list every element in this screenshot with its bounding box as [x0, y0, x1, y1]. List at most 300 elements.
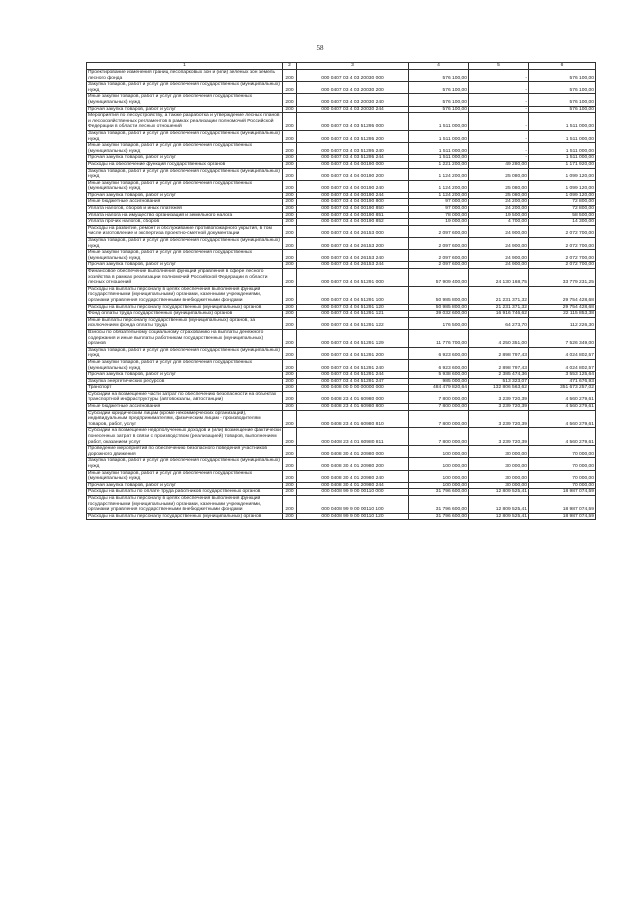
row-classification-code: 000 0407 03 4 04 26153 000: [297, 225, 409, 237]
row-approved-amount: 39 032 600,00: [409, 311, 469, 318]
table-row: [87, 329, 596, 347]
row-approved-amount: 484 479 820,64: [409, 385, 469, 392]
row-code: 200: [283, 470, 297, 482]
row-approved-amount: 7 800 000,00: [409, 428, 469, 446]
row-executed-amount: 49 280,00: [469, 161, 529, 168]
column-header: 2: [283, 63, 297, 70]
row-classification-code: 000 0408 30 4 01 20980 200: [297, 458, 409, 470]
row-unexecuted-amount: 576 100,00: [529, 94, 596, 106]
row-classification-code: 000 0408 00 0 00 00000 000: [297, 385, 409, 392]
row-unexecuted-amount: 351 673 257,02: [529, 385, 596, 392]
row-classification-code: 000 0407 03 4 04 51291 000: [297, 269, 409, 287]
table-row: [87, 446, 596, 458]
row-code: 200: [283, 180, 297, 192]
row-approved-amount: 985 000,00: [409, 378, 469, 385]
row-unexecuted-amount: 112 226,30: [529, 317, 596, 329]
row-approved-amount: 1 511 000,00: [409, 113, 469, 131]
row-unexecuted-amount: 2 072 700,00: [529, 250, 596, 262]
row-executed-amount: 24 900,00: [469, 250, 529, 262]
row-classification-code: 000 0408 23 4 01 60980 811: [297, 428, 409, 446]
row-classification-code: 000 0408 30 4 01 20980 000: [297, 446, 409, 458]
row-description: Проектирование изменения границ лесопарковых зон и (или) зеленых зон земель лесного фонда: [87, 70, 283, 82]
row-code: 200: [283, 225, 297, 237]
row-code: 200: [283, 161, 297, 168]
table-row: [87, 192, 596, 199]
row-executed-amount: 19 500,00: [469, 212, 529, 219]
row-executed-amount: 21 231 371,32: [469, 304, 529, 311]
row-classification-code: 000 0407 03 4 04 00190 200: [297, 168, 409, 180]
row-code: 200: [283, 385, 297, 392]
row-code: 200: [283, 262, 297, 269]
row-classification-code: 000 0407 03 4 04 51291 247: [297, 378, 409, 385]
row-executed-amount: 24 900,00: [469, 225, 529, 237]
row-unexecuted-amount: 2 072 700,00: [529, 225, 596, 237]
table-row: [87, 262, 596, 269]
row-unexecuted-amount: 1 099 120,00: [529, 192, 596, 199]
row-description: Расходы на выплаты персоналу в целях обеспечения выполнения функций государственными (муниципальными) органами, казенными учреждениями, органами управления государственными внебюджетными фондами: [87, 286, 283, 304]
row-executed-amount: 3 239 720,39: [469, 404, 529, 411]
row-description: Иные закупки товаров, работ и услуг для обеспечения государственных (муниципальных) нужд: [87, 359, 283, 371]
row-unexecuted-amount: 18 987 074,59: [529, 495, 596, 513]
row-description: Фонд оплаты труда государственных (муниципальных) органов: [87, 311, 283, 318]
column-header: 3: [297, 63, 409, 70]
row-code: 200: [283, 372, 297, 379]
row-executed-amount: 25 080,00: [469, 180, 529, 192]
row-classification-code: 000 0408 99 9 00 00110 000: [297, 489, 409, 496]
row-description: Субсидии на возмещение недополученных доходов и (или) возмещение фактически понесенных затрат в связи с производством (реализацией) товаров, выполнением работ, оказанием услуг: [88, 428, 281, 445]
table-row: [87, 359, 596, 371]
row-description: Иные выплаты персоналу государственных (муниципальных) органов, за исключением фонда оплаты труда: [87, 317, 283, 329]
row-description: Уплата прочих налогов, сборов: [87, 219, 283, 226]
row-executed-amount: 21 231 371,32: [469, 286, 529, 304]
table-row: [87, 82, 596, 94]
row-classification-code: 000 0407 03 4 04 00190 000: [297, 161, 409, 168]
row-code: 200: [283, 212, 297, 219]
row-code: 200: [283, 446, 297, 458]
table-row: [87, 304, 596, 311]
row-classification-code: 000 0407 03 4 03 51295 200: [297, 130, 409, 142]
row-executed-amount: -: [469, 113, 529, 131]
table-row: [87, 489, 596, 496]
row-description: Прочая закупка товаров, работ и услуг: [87, 372, 283, 379]
row-description: Закупка товаров, работ и услуг для обеспечения государственных (муниципальных) нужд: [87, 168, 283, 180]
row-approved-amount: 1 511 000,00: [409, 130, 469, 142]
row-approved-amount: 576 100,00: [409, 94, 469, 106]
row-code: 200: [283, 347, 297, 359]
row-executed-amount: 2 898 797,43: [469, 347, 529, 359]
column-header: 1: [87, 63, 283, 70]
row-approved-amount: 31 796 600,00: [409, 495, 469, 513]
row-unexecuted-amount: 18 987 074,59: [529, 513, 596, 520]
row-classification-code: 000 0408 23 4 01 60980 800: [297, 404, 409, 411]
row-code: 200: [283, 192, 297, 199]
table-row: [87, 513, 596, 520]
row-description: Иные закупки товаров, работ и услуг для обеспечения государственных (муниципальных) нужд: [87, 180, 283, 192]
row-approved-amount: 100 000,00: [409, 470, 469, 482]
row-classification-code: 000 0408 30 4 01 20980 240: [297, 470, 409, 482]
column-header: 4: [409, 63, 469, 70]
row-description: Прочая закупка товаров, работ и услуг: [87, 262, 283, 269]
row-description: Закупка товаров, работ и услуг для обеспечения государственных (муниципальных) нужд: [87, 347, 283, 359]
row-approved-amount: 7 800 000,00: [409, 391, 469, 403]
row-approved-amount: 2 097 600,00: [409, 250, 469, 262]
row-approved-amount: 97 000,00: [409, 199, 469, 206]
table-row: [87, 113, 596, 131]
row-description: Закупка товаров, работ и услуг для обеспечения государственных (муниципальных) нужд: [87, 82, 283, 94]
row-description: Расходы на выплаты персоналу государственных (муниципальных) органов: [87, 304, 283, 311]
row-code: 200: [283, 378, 297, 385]
row-description: Иные закупки товаров, работ и услуг для обеспечения государственных (муниципальных) нужд: [87, 94, 283, 106]
row-executed-amount: -: [469, 106, 529, 113]
row-classification-code: 000 0407 03 4 04 51291 120: [297, 304, 409, 311]
row-unexecuted-amount: 1 099 120,00: [529, 168, 596, 180]
row-executed-amount: 12 809 525,41: [469, 513, 529, 520]
row-description: Иные закупки товаров, работ и услуг для обеспечения государственных (муниципальных) нужд: [87, 250, 283, 262]
row-executed-amount: -: [469, 143, 529, 155]
column-header: 6: [529, 63, 596, 70]
table-row: [87, 180, 596, 192]
row-classification-code: 000 0407 03 4 04 51291 129: [297, 329, 409, 347]
row-executed-amount: 3 239 720,39: [469, 391, 529, 403]
table-row: [87, 225, 596, 237]
table-body: [87, 70, 596, 520]
row-executed-amount: -: [469, 130, 529, 142]
row-description: Прочая закупка товаров, работ и услуг: [87, 192, 283, 199]
row-approved-amount: 100 000,00: [409, 446, 469, 458]
table-row: [87, 199, 596, 206]
row-code: 200: [283, 359, 297, 371]
row-code: 200: [283, 94, 297, 106]
row-unexecuted-amount: 4 560 279,61: [529, 404, 596, 411]
table-row: [87, 250, 596, 262]
row-description: Закупка товаров, работ и услуг для обеспечения государственных (муниципальных) нужд: [87, 458, 283, 470]
row-executed-amount: 4 250 351,00: [469, 329, 529, 347]
row-code: 200: [283, 113, 297, 131]
row-classification-code: 000 0407 03 4 04 26153 240: [297, 250, 409, 262]
row-code: 200: [283, 482, 297, 489]
row-code: 200: [283, 130, 297, 142]
table-row: [87, 385, 596, 392]
row-approved-amount: 576 100,00: [409, 82, 469, 94]
table-row: [87, 347, 596, 359]
budget-execution-table: [86, 62, 596, 520]
row-approved-amount: 11 776 700,00: [409, 329, 469, 347]
row-code: 200: [283, 311, 297, 318]
row-description: Транспорт: [87, 385, 283, 392]
table-row: [87, 70, 596, 82]
row-executed-amount: 24 200,00: [469, 199, 529, 206]
row-classification-code: 000 0407 03 4 04 26153 200: [297, 238, 409, 250]
row-classification-code: 000 0407 03 4 04 00190 852: [297, 219, 409, 226]
table-row: [87, 143, 596, 155]
row-approved-amount: 1 124 200,00: [409, 192, 469, 199]
row-executed-amount: 24 900,00: [469, 262, 529, 269]
row-unexecuted-amount: 1 511 000,00: [529, 113, 596, 131]
row-executed-amount: -: [469, 70, 529, 82]
row-description: Прочая закупка товаров, работ и услуг: [87, 155, 283, 162]
row-code: 200: [283, 155, 297, 162]
row-unexecuted-amount: 1 511 000,00: [529, 155, 596, 162]
row-approved-amount: 31 796 600,00: [409, 513, 469, 520]
row-description: Расходы на обеспечение функций государственных органов: [87, 161, 283, 168]
row-unexecuted-amount: 72 800,00: [529, 199, 596, 206]
table-row: [87, 212, 596, 219]
row-unexecuted-amount: 58 500,00: [529, 212, 596, 219]
row-code: 200: [283, 286, 297, 304]
row-code: 200: [283, 410, 297, 428]
row-executed-amount: 25 080,00: [469, 192, 529, 199]
row-classification-code: 000 0407 03 4 04 00190 240: [297, 180, 409, 192]
table-row: [87, 458, 596, 470]
table-header-row: [87, 63, 596, 70]
row-approved-amount: 1 511 000,00: [409, 155, 469, 162]
row-description: Расходы на выплаты персоналу в целях обеспечения выполнения функций государственными (муниципальными) органами, казенными учреждениями, органами управления государственными внебюджетными фондами: [87, 495, 283, 513]
row-unexecuted-amount: 576 100,00: [529, 106, 596, 113]
row-code: 200: [283, 238, 297, 250]
row-description: Прочая закупка товаров, работ и услуг: [87, 482, 283, 489]
row-approved-amount: 576 100,00: [409, 106, 469, 113]
row-executed-amount: 25 080,00: [469, 168, 529, 180]
row-unexecuted-amount: 1 171 920,00: [529, 161, 596, 168]
row-executed-amount: 30 000,00: [469, 482, 529, 489]
row-description: Закупка товаров, работ и услуг для обеспечения государственных (муниципальных) нужд: [87, 130, 283, 142]
row-approved-amount: 5 938 600,00: [409, 372, 469, 379]
table-row: [87, 404, 596, 411]
table-row: [87, 238, 596, 250]
row-code: 200: [283, 206, 297, 213]
row-code: 200: [283, 513, 297, 520]
page-number: 58: [316, 44, 324, 52]
row-unexecuted-amount: 3 553 125,64: [529, 372, 596, 379]
row-classification-code: 000 0407 03 4 03 51295 240: [297, 143, 409, 155]
row-executed-amount: 2 385 474,36: [469, 372, 529, 379]
row-code: 200: [283, 82, 297, 94]
row-executed-amount: 132 806 563,62: [469, 385, 529, 392]
row-approved-amount: 31 796 600,00: [409, 489, 469, 496]
row-unexecuted-amount: 70 000,00: [529, 482, 596, 489]
row-executed-amount: 24 200,00: [469, 206, 529, 213]
row-description: Субсидии юридическим лицам (кроме некоммерческих организаций), индивидуальным предпринимателям, физическим лицам - производителям товаров, работ, услуг: [87, 410, 283, 428]
row-classification-code: 000 0408 99 9 00 00110 120: [297, 513, 409, 520]
row-executed-amount: 24 130 168,75: [469, 269, 529, 287]
row-executed-amount: 24 900,00: [469, 238, 529, 250]
table-row: [87, 482, 596, 489]
row-unexecuted-amount: 29 754 428,68: [529, 286, 596, 304]
row-classification-code: 000 0408 30 4 01 20980 244: [297, 482, 409, 489]
row-approved-amount: 100 000,00: [409, 482, 469, 489]
row-classification-code: 000 0407 03 4 03 20030 200: [297, 82, 409, 94]
row-classification-code: 000 0407 03 4 03 20030 000: [297, 70, 409, 82]
row-approved-amount: 57 909 400,00: [409, 269, 469, 287]
row-description: Субсидии на возмещение части затрат по обеспечению безопасности на объектах транспортной инфраструктуры (автовокзалы, автостанции): [87, 391, 283, 403]
row-code: 200: [283, 106, 297, 113]
row-executed-amount: 64 273,70: [469, 317, 529, 329]
row-unexecuted-amount: 576 100,00: [529, 70, 596, 82]
row-approved-amount: 97 000,00: [409, 206, 469, 213]
row-unexecuted-amount: 29 754 428,68: [529, 304, 596, 311]
row-code: 200: [283, 199, 297, 206]
table-row: [87, 130, 596, 142]
row-description: Закупка энергетических ресурсов: [87, 378, 283, 385]
row-unexecuted-amount: 14 300,00: [529, 219, 596, 226]
row-unexecuted-amount: 18 987 074,59: [529, 489, 596, 496]
row-unexecuted-amount: 4 024 802,57: [529, 347, 596, 359]
row-description: Иные закупки товаров, работ и услуг для обеспечения государственных (муниципальных) нужд: [87, 143, 283, 155]
row-code: 200: [283, 269, 297, 287]
row-unexecuted-amount: 471 676,93: [529, 378, 596, 385]
row-approved-amount: 7 800 000,00: [409, 404, 469, 411]
row-code: 200: [283, 143, 297, 155]
row-unexecuted-amount: 70 000,00: [529, 458, 596, 470]
row-unexecuted-amount: 1 511 000,00: [529, 143, 596, 155]
row-classification-code: 000 0407 03 4 04 51291 121: [297, 311, 409, 318]
row-executed-amount: 30 000,00: [469, 446, 529, 458]
row-classification-code: 000 0407 03 4 03 51295 000: [297, 113, 409, 131]
row-approved-amount: 576 100,00: [409, 70, 469, 82]
row-classification-code: 000 0408 99 9 00 00110 100: [297, 495, 409, 513]
row-executed-amount: 513 323,07: [469, 378, 529, 385]
table-row: [87, 161, 596, 168]
row-code: 200: [283, 250, 297, 262]
row-approved-amount: 78 000,00: [409, 212, 469, 219]
row-classification-code: 000 0407 03 4 04 51291 200: [297, 347, 409, 359]
row-description: Иные бюджетные ассигнования: [87, 404, 283, 411]
row-approved-amount: 176 500,00: [409, 317, 469, 329]
row-approved-amount: 1 511 000,00: [409, 143, 469, 155]
row-executed-amount: 12 809 525,41: [469, 489, 529, 496]
row-classification-code: 000 0408 23 4 01 60980 810: [297, 410, 409, 428]
row-classification-code: 000 0407 03 4 04 51291 100: [297, 286, 409, 304]
row-description: Расходы на выплаты по оплате труда работников государственных органов: [87, 489, 283, 496]
row-description: Прочая закупка товаров, работ и услуг: [87, 106, 283, 113]
row-classification-code: 000 0407 03 4 04 00190 800: [297, 199, 409, 206]
row-classification-code: 000 0407 03 4 04 51291 244: [297, 372, 409, 379]
row-description: Уплата налогов, сборов и иных платежей: [87, 206, 283, 213]
table-row: [87, 470, 596, 482]
row-unexecuted-amount: 1 511 000,00: [529, 130, 596, 142]
row-classification-code: 000 0407 03 4 04 26153 244: [297, 262, 409, 269]
row-code: 200: [283, 219, 297, 226]
table-row: [87, 372, 596, 379]
table-row: [87, 219, 596, 226]
row-code: 200: [283, 168, 297, 180]
row-description: Уплата налога на имущество организаций и земельного налога: [87, 212, 283, 219]
row-approved-amount: 2 097 600,00: [409, 238, 469, 250]
row-unexecuted-amount: 576 100,00: [529, 82, 596, 94]
row-approved-amount: 50 985 800,00: [409, 286, 469, 304]
row-code: 200: [283, 70, 297, 82]
row-code: 200: [283, 458, 297, 470]
row-executed-amount: 30 000,00: [469, 458, 529, 470]
row-description: Закупка товаров, работ и услуг для обеспечения государственных (муниципальных) нужд: [87, 238, 283, 250]
row-unexecuted-amount: 1 099 120,00: [529, 180, 596, 192]
row-approved-amount: 19 000,00: [409, 219, 469, 226]
row-classification-code: 000 0407 03 4 03 20030 240: [297, 94, 409, 106]
row-description: Расходы на выплаты персоналу государственных (муниципальных) органов: [87, 513, 283, 520]
table-row: [87, 94, 596, 106]
row-unexecuted-amount: 4 560 279,61: [529, 428, 596, 446]
row-executed-amount: 30 000,00: [469, 470, 529, 482]
row-approved-amount: 1 124 200,00: [409, 168, 469, 180]
table-row: [87, 378, 596, 385]
row-classification-code: 000 0408 23 4 01 60980 000: [297, 391, 409, 403]
table-row: [87, 391, 596, 403]
table-row: [87, 269, 596, 287]
table-row: [87, 410, 596, 428]
row-description: Проведение мероприятий по обеспечению безопасного поведения участников дорожного движения: [87, 446, 283, 458]
row-description: Мероприятия по лесоустройству, а также разработка и утверждение лесных планов и лесохозяйственных регламентов в рамках реализации полномочий Российской Федерации в области лесных отношений: [87, 113, 283, 131]
row-classification-code: 000 0407 03 4 04 00190 244: [297, 192, 409, 199]
row-code: 200: [283, 404, 297, 411]
row-unexecuted-amount: 22 115 853,38: [529, 311, 596, 318]
row-approved-amount: 6 923 600,00: [409, 347, 469, 359]
row-approved-amount: 7 800 000,00: [409, 410, 469, 428]
row-code: 200: [283, 329, 297, 347]
row-code: 200: [283, 428, 297, 446]
row-code: 200: [283, 304, 297, 311]
row-executed-amount: -: [469, 94, 529, 106]
row-unexecuted-amount: 72 800,00: [529, 206, 596, 213]
row-executed-amount: 12 809 525,41: [469, 495, 529, 513]
table-row: [87, 495, 596, 513]
row-classification-code: 000 0407 03 4 04 00190 851: [297, 212, 409, 219]
row-unexecuted-amount: 2 072 700,00: [529, 238, 596, 250]
row-executed-amount: 3 239 720,39: [469, 428, 529, 446]
row-executed-amount: 2 898 797,43: [469, 359, 529, 371]
row-code: 200: [283, 489, 297, 496]
row-unexecuted-amount: 4 560 279,61: [529, 391, 596, 403]
row-executed-amount: 16 916 746,62: [469, 311, 529, 318]
row-unexecuted-amount: 70 000,00: [529, 446, 596, 458]
row-description: Расходы на развитие, ремонт и обслуживание противопожарного укрытия, в том числе изготовление и экспертиза проектно-сметной документации: [87, 225, 283, 237]
row-code: 200: [283, 317, 297, 329]
row-approved-amount: 2 097 600,00: [409, 225, 469, 237]
row-description: Иные бюджетные ассигнования: [87, 199, 283, 206]
row-approved-amount: 1 124 200,00: [409, 180, 469, 192]
row-unexecuted-amount: 4 560 279,61: [529, 410, 596, 428]
row-executed-amount: 4 700,00: [469, 219, 529, 226]
row-executed-amount: 3 239 720,39: [469, 410, 529, 428]
row-unexecuted-amount: 70 000,00: [529, 470, 596, 482]
table-row: [87, 311, 596, 318]
row-executed-amount: -: [469, 82, 529, 94]
row-code: 200: [283, 391, 297, 403]
table-row: [87, 106, 596, 113]
table-row: [87, 286, 596, 304]
row-approved-amount: 6 923 600,00: [409, 359, 469, 371]
row-classification-code: 000 0407 03 4 03 20030 244: [297, 106, 409, 113]
column-header: 5: [469, 63, 529, 70]
row-executed-amount: -: [469, 155, 529, 162]
row-approved-amount: 100 000,00: [409, 458, 469, 470]
row-code: 200: [283, 495, 297, 513]
row-description: Иные закупки товаров, работ и услуг для обеспечения государственных (муниципальных) нужд: [87, 470, 283, 482]
row-unexecuted-amount: 2 072 700,00: [529, 262, 596, 269]
table-row: [87, 155, 596, 162]
row-classification-code: 000 0407 03 4 04 00190 850: [297, 206, 409, 213]
row-description: Финансовое обеспечение выполнения функций управления в сфере лесного хозяйства в рамках реализации полномочий Российской Федерации в области лесных отношений: [87, 269, 283, 287]
table-row: [87, 317, 596, 329]
row-unexecuted-amount: 4 024 802,57: [529, 359, 596, 371]
row-classification-code: 000 0407 03 4 04 51291 122: [297, 317, 409, 329]
row-approved-amount: 50 985 800,00: [409, 304, 469, 311]
table-row: [87, 428, 596, 446]
row-classification-code: 000 0407 03 4 04 51291 240: [297, 359, 409, 371]
row-unexecuted-amount: 33 779 231,25: [529, 269, 596, 287]
row-unexecuted-amount: 7 526 349,00: [529, 329, 596, 347]
row-description: Взносы по обязательному социальному страхованию на выплаты денежного содержания и иные выплаты работникам государственных (муниципальных) органов: [87, 329, 283, 347]
table-row: [87, 168, 596, 180]
